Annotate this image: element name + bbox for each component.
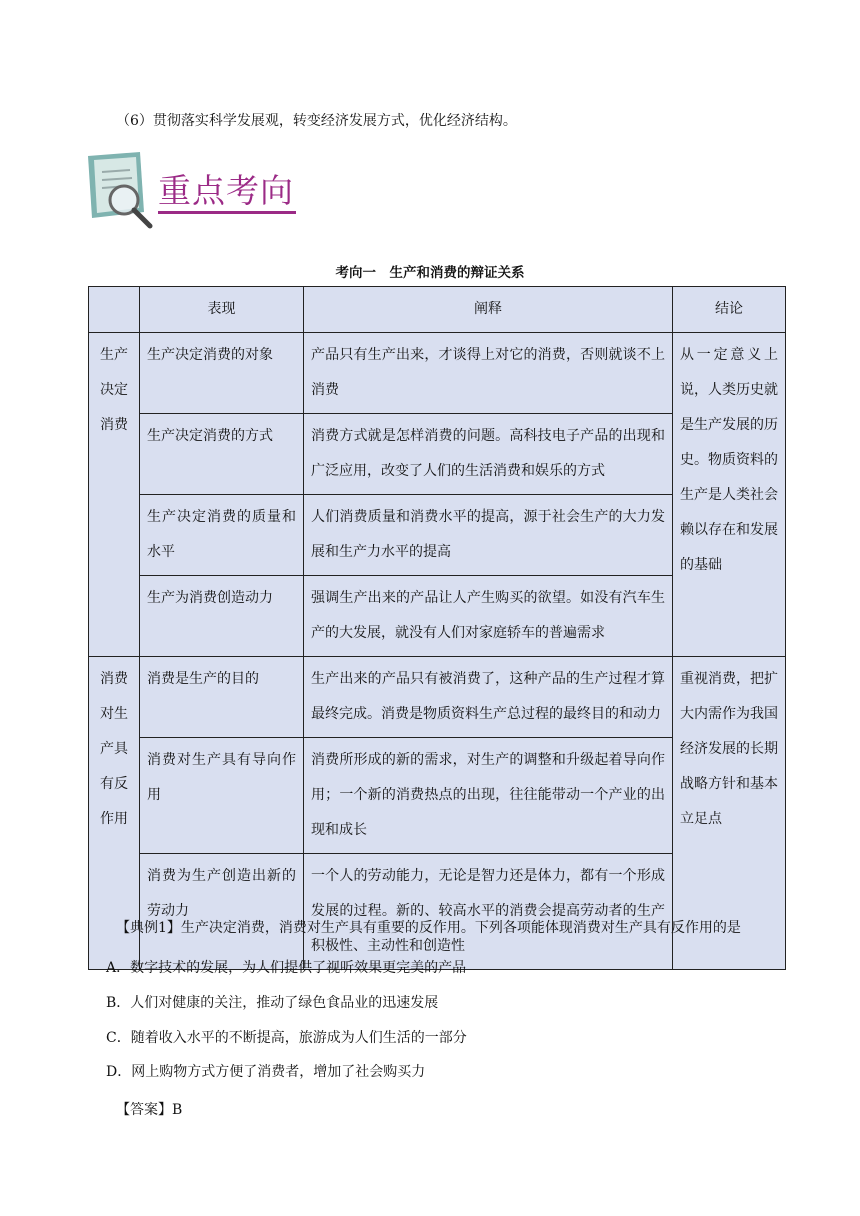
- conclusion-cell: 重视消费，把扩大内需作为我国经济发展的长期战略方针和基本立足点: [673, 657, 786, 970]
- option-b: B．人们对健康的关注，推动了绿色食品业的迅速发展: [106, 995, 439, 1011]
- header-jielun: 结论: [673, 287, 786, 333]
- example-question: [116, 917, 806, 937]
- chanshi-cell: 人们消费质量和消费水平的提高，源于社会生产的大力发展和生产力水平的提高: [304, 495, 673, 576]
- header-empty: [89, 287, 140, 333]
- answer: 【答案】B: [116, 1102, 183, 1118]
- chanshi-cell: 消费所形成的新的需求，对生产的调整和升级起着导向作用；一个新的消费热点的出现，往往能带动一个产业的出现和成长: [304, 738, 673, 854]
- chanshi-cell: 强调生产出来的产品让人产生购买的欲望。如没有汽车生产的大发展，就没有人们对家庭轿车的普遍需求: [304, 576, 673, 657]
- table-row: [89, 333, 786, 414]
- option-a: A．数字技术的发展，为人们提供了视听效果更完美的产品: [106, 960, 467, 976]
- relationship-table: [88, 286, 786, 970]
- example-question-text: 生产决定消费，消费对生产具有重要的反作用。下列各项能体现消费对生产具有反作用的是: [180, 920, 741, 936]
- header-biaoxian: 表现: [140, 287, 304, 333]
- chanshi-cell: 产品只有生产出来，才谈得上对它的消费，否则就谈不上消费: [304, 333, 673, 414]
- chanshi-cell: 消费方式就是怎样消费的问题。高科技电子产品的出现和广泛应用，改变了人们的生活消费和娱乐的方式: [304, 414, 673, 495]
- group-label: 生产决定消费: [89, 333, 140, 657]
- section-banner: [84, 150, 304, 234]
- biaoxian-cell: 消费对生产具有导向作用: [140, 738, 304, 854]
- section-title: 重点考向: [158, 172, 296, 214]
- biaoxian-cell: 生产决定消费的质量和水平: [140, 495, 304, 576]
- option-d: D．网上购物方式方便了消费者，增加了社会购买力: [106, 1064, 426, 1080]
- biaoxian-cell: 生产决定消费的方式: [140, 414, 304, 495]
- biaoxian-cell: 生产为消费创造动力: [140, 576, 304, 657]
- biaoxian-cell: 生产决定消费的对象: [140, 333, 304, 414]
- table-row: [89, 657, 786, 738]
- biaoxian-cell: 消费为生产创造出新的劳动力: [140, 854, 304, 970]
- chanshi-cell: 一个人的劳动能力，无论是智力还是体力，都有一个形成发展的过程。新的、较高水平的消费会提高劳动者的生产积极性、主动性和创造性: [304, 854, 673, 970]
- option-c: C．随着收入水平的不断提高，旅游成为人们生活的一部分: [106, 1030, 467, 1046]
- conclusion-cell: 从一定意义上说，人类历史就是生产发展的历史。物质资料的生产是人类社会赖以存在和发展的基础: [673, 333, 786, 657]
- biaoxian-cell: 消费是生产的目的: [140, 657, 304, 738]
- magnifier-icon: [84, 150, 164, 234]
- table-caption: 考向一 生产和消费的辩证关系: [335, 265, 525, 281]
- example-tag: 【典例1】: [116, 920, 181, 936]
- header-chanshi: 阐释: [304, 287, 673, 333]
- intro-paragraph: （6）贯彻落实科学发展观，转变经济发展方式，优化经济结构。: [116, 113, 517, 129]
- chanshi-cell: 生产出来的产品只有被消费了，这种产品的生产过程才算最终完成。消费是物质资料生产总过程的最终目的和动力: [304, 657, 673, 738]
- group-label: 消费对生产具有反作用: [89, 657, 140, 970]
- table-header-row: [89, 287, 786, 333]
